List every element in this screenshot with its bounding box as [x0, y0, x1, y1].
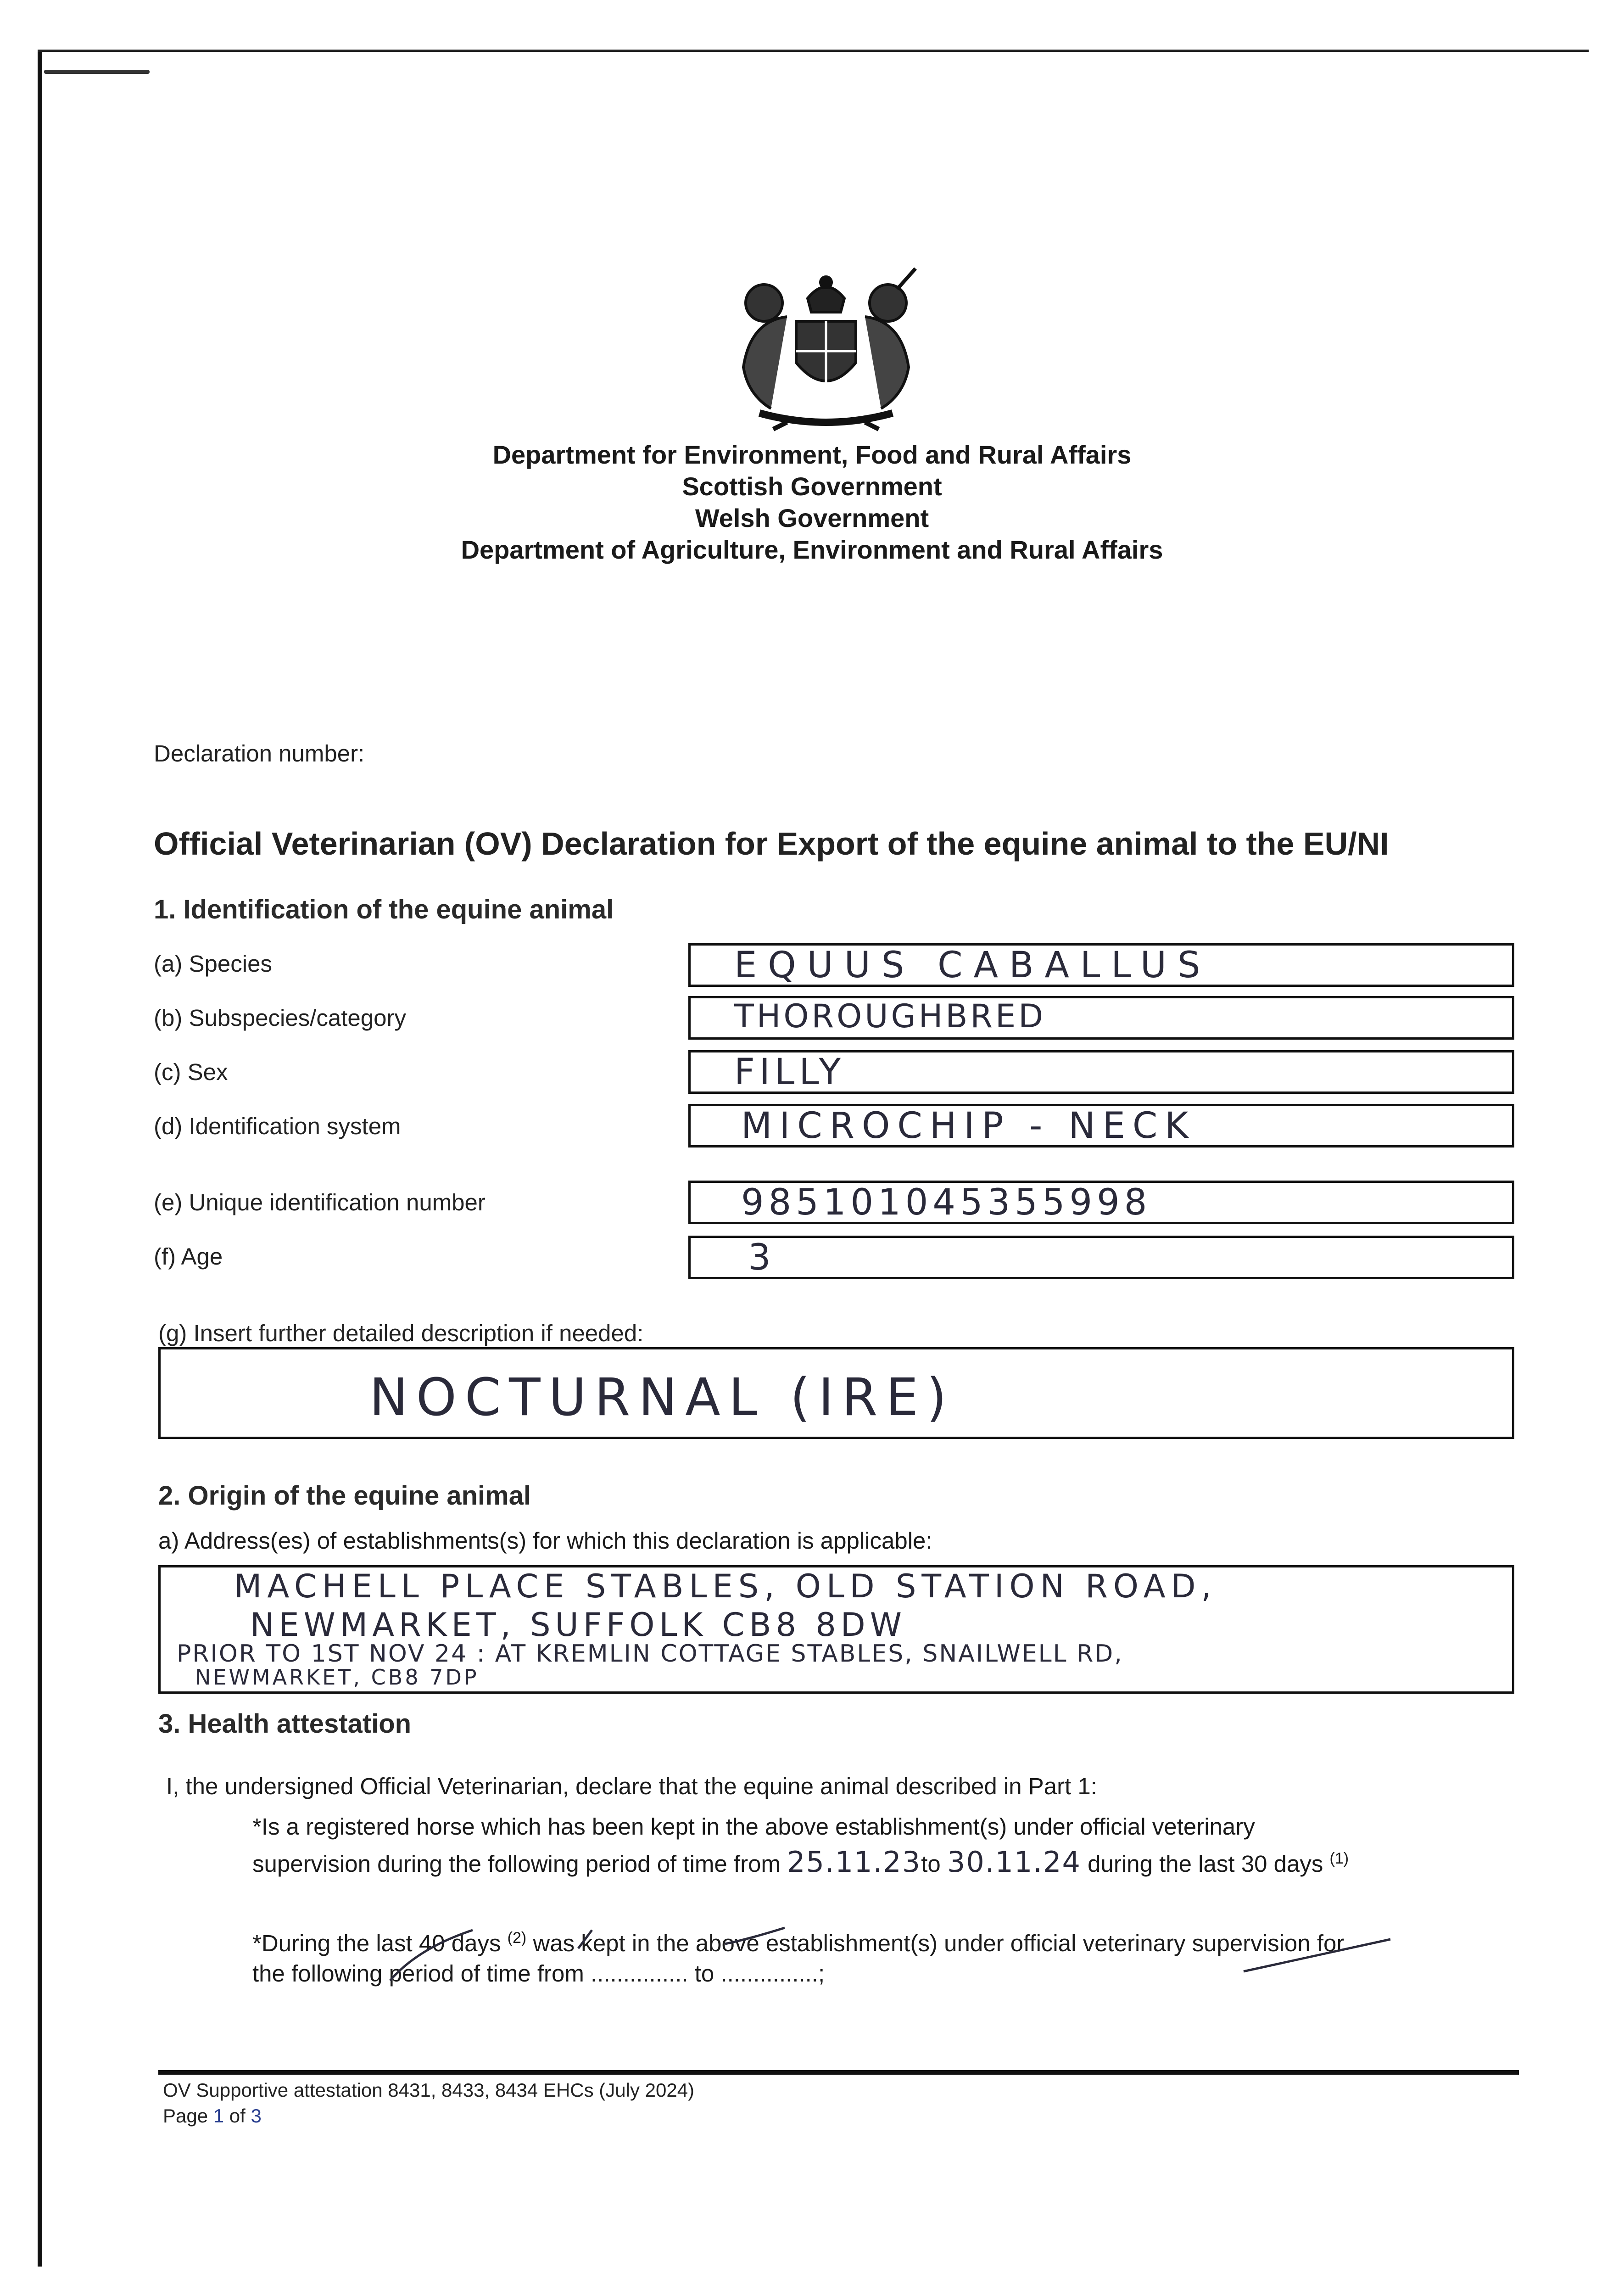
description-value: NOCTURNAL (IRE) — [369, 1368, 955, 1427]
dept-welsh-gov: Welsh Government — [695, 504, 929, 532]
royal-coat-of-arms-icon — [727, 266, 925, 431]
description-field[interactable] — [158, 1347, 1514, 1439]
attestation-para2-line2: the following period of time from ............... to ...............; — [252, 1960, 825, 1987]
address-line-3: PRIOR TO 1ST NOV 24 : AT KREMLIN COTTAGE STABLES, SNAILWELL RD, — [177, 1640, 1123, 1668]
para1-to-word: to — [921, 1851, 941, 1877]
scan-border-left — [38, 50, 42, 2267]
identification-system-field[interactable] — [688, 1104, 1514, 1148]
sex-value: FILLY — [734, 1052, 846, 1093]
field-label-species: (a) Species — [154, 951, 272, 977]
age-value: 3 — [748, 1237, 782, 1278]
address-line-1: MACHELL PLACE STABLES, OLD STATION ROAD, — [234, 1567, 1217, 1605]
dept-scottish-gov: Scottish Government — [682, 472, 942, 501]
field-label-subspecies: (b) Subspecies/category — [154, 1005, 406, 1031]
para2-footnote-ref: (2) — [507, 1929, 527, 1947]
description-label: (g) Insert further detailed description if needed: — [158, 1320, 644, 1346]
species-field[interactable] — [688, 943, 1514, 987]
page-number — [163, 2105, 262, 2127]
subspecies-field[interactable] — [688, 996, 1514, 1040]
footer-attestation-ref: OV Supportive attestation 8431, 8433, 8434 EHCs (July 2024) — [163, 2079, 695, 2101]
para1-to-date: 30.11.24 — [947, 1845, 1081, 1879]
scan-mark — [44, 70, 150, 74]
dept-defra: Department for Environment, Food and Rural Affairs — [492, 440, 1132, 469]
para1-from-date: 25.11.23 — [787, 1845, 921, 1879]
page-total: 3 — [251, 2105, 262, 2127]
handwritten-strike-marks — [257, 1926, 1496, 1999]
address-label: a) Address(es) of establishments(s) for which this declaration is applicable: — [158, 1528, 932, 1554]
para2-text-b: was kept in the above establishment(s) under official veterinary supervision for — [533, 1930, 1345, 1956]
sex-field[interactable] — [688, 1050, 1514, 1094]
para1-text-a: supervision during the following period of time from — [252, 1851, 781, 1877]
form-title: Official Veterinarian (OV) Declaration for Export of the equine animal to the EU/NI — [154, 826, 1389, 862]
address-field[interactable] — [158, 1565, 1514, 1694]
species-value: EQUUS CABALLUS — [734, 945, 1211, 986]
page-current: 1 — [213, 2105, 224, 2127]
identification-system-value: MICROCHIP - NECK — [741, 1105, 1196, 1147]
page-of: of — [229, 2105, 246, 2127]
field-label-sex: (c) Sex — [154, 1059, 228, 1085]
dept-daera: Department of Agriculture, Environment and Rural Affairs — [461, 535, 1163, 564]
para1-text-b: during the last 30 days — [1088, 1851, 1323, 1877]
field-label-identification-system: (d) Identification system — [154, 1113, 401, 1139]
subspecies-value: THOROUGHBRED — [734, 997, 1046, 1035]
page-prefix: Page — [163, 2105, 208, 2127]
address-line-4: NEWMARKET, CB8 7DP — [195, 1665, 479, 1690]
attestation-para1-line2 — [252, 1845, 1349, 1879]
declaration-number-label: Declaration number: — [154, 740, 365, 767]
section-3-heading: 3. Health attestation — [158, 1709, 412, 1739]
para2-text-a: *During the last 40 days — [252, 1930, 501, 1956]
address-line-2: NEWMARKET, SUFFOLK CB8 8DW — [250, 1606, 906, 1644]
attestation-para1-line1: *Is a registered horse which has been kept in the above establishment(s) under official veterinary — [252, 1814, 1255, 1840]
section-2-heading: 2. Origin of the equine animal — [158, 1481, 531, 1511]
attestation-intro: I, the undersigned Official Veterinarian, declare that the equine animal described in Part 1: — [166, 1773, 1097, 1799]
para1-footnote-ref: (1) — [1329, 1850, 1349, 1867]
age-field[interactable] — [688, 1236, 1514, 1279]
field-label-age: (f) Age — [154, 1243, 223, 1270]
section-1-heading: 1. Identification of the equine animal — [154, 895, 614, 924]
uid-field[interactable] — [688, 1181, 1514, 1224]
scan-border-top — [38, 50, 1589, 52]
footer-rule — [158, 2070, 1519, 2075]
uid-value: 985101045355998 — [741, 1182, 1152, 1223]
field-label-uid: (e) Unique identification number — [154, 1189, 486, 1215]
